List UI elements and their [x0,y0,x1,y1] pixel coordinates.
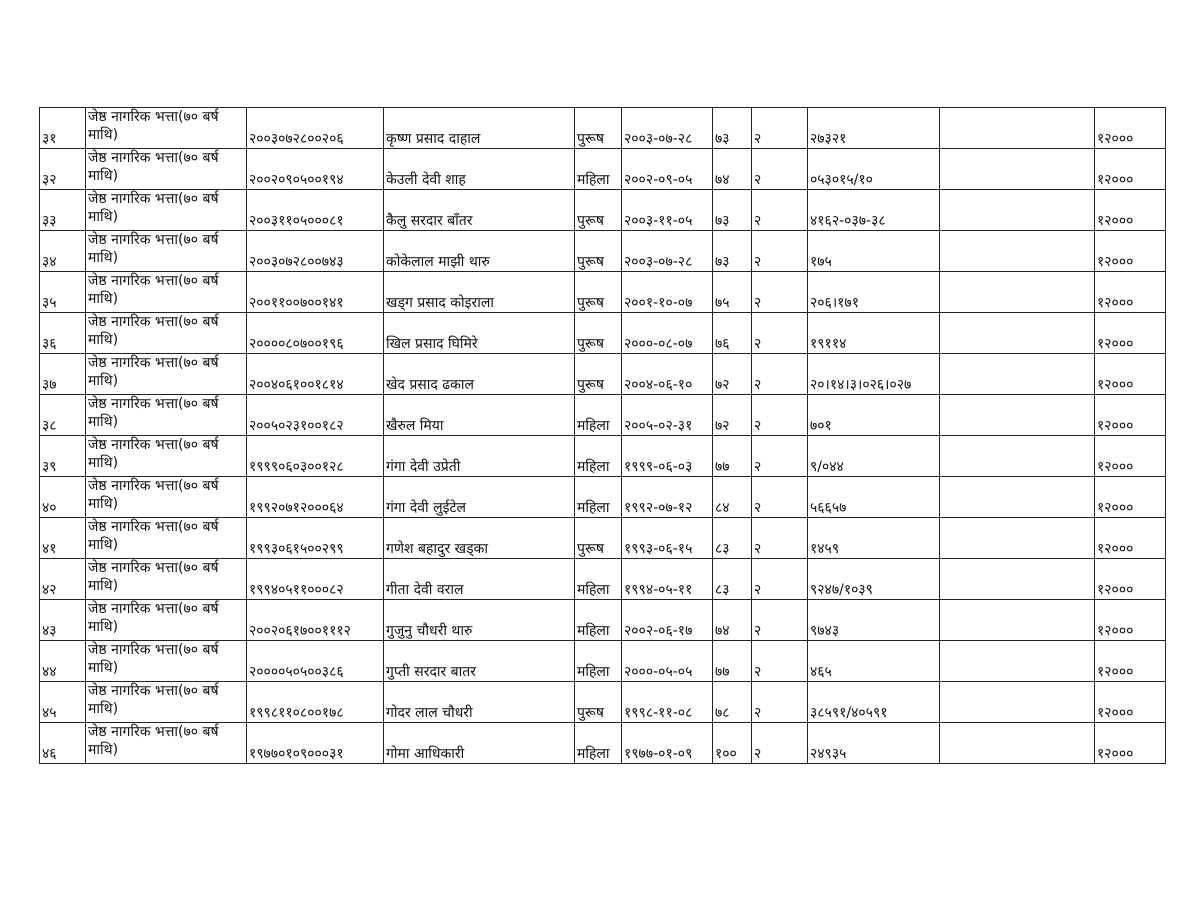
ward-cell: २ [752,149,808,190]
citizenship-number-cell: ३८५९१/४०५९१ [808,682,940,723]
beneficiary-name-cell: गुप्ती सरदार बातर [384,641,575,682]
gender-cell: पुरूष [575,231,622,272]
gender-cell: पुरूष [575,108,622,149]
citizenship-number-cell: ४६५ [808,641,940,682]
ward-cell: २ [752,190,808,231]
remark-cell [940,518,1095,559]
gender-cell: पुरूष [575,682,622,723]
date-of-birth-cell: १९९४-०५-११ [622,559,713,600]
table-row [40,313,1166,354]
citizenship-number-cell: ७०१ [808,395,940,436]
age-cell: ८३ [713,518,752,559]
beneficiary-name-cell: गोदर लाल चौधरी [384,682,575,723]
table-row [40,723,1166,764]
date-of-birth-cell: २००३-११-०५ [622,190,713,231]
amount-cell: १२००० [1095,477,1166,518]
gender-cell: पुरूष [575,190,622,231]
age-cell: ७५ [713,272,752,313]
gender-cell: महिला [575,641,622,682]
beneficiary-id-cell: २००२०६१७००१११२ [247,600,384,641]
age-cell: ८३ [713,559,752,600]
remark-cell [940,559,1095,600]
citizenship-number-cell: २७३२१ [808,108,940,149]
age-cell: ७७ [713,436,752,477]
remark-cell [940,149,1095,190]
table-row [40,395,1166,436]
date-of-birth-cell: २००३-०७-२८ [622,231,713,272]
program-cell: जेष्ठ नागरिक भत्ता(७० बर्ष माथि) [86,231,247,272]
age-cell: ७२ [713,354,752,395]
beneficiary-id-cell: १९९९०६०३००१२८ [247,436,384,477]
beneficiary-name-cell: खेद प्रसाद ढकाल [384,354,575,395]
program-cell: जेष्ठ नागरिक भत्ता(७० बर्ष माथि) [86,641,247,682]
beneficiary-name-cell: गणेश बहादुर खड्का [384,518,575,559]
citizenship-number-cell: १४५९ [808,518,940,559]
serial-number-cell: ३९ [40,436,86,477]
citizenship-number-cell: ९७४३ [808,600,940,641]
amount-cell: १२००० [1095,518,1166,559]
table-row [40,272,1166,313]
ward-cell: २ [752,108,808,149]
citizenship-number-cell: ९/०४४ [808,436,940,477]
age-cell: ७३ [713,190,752,231]
age-cell: ७६ [713,313,752,354]
remark-cell [940,272,1095,313]
table-body [40,108,1166,764]
table-row [40,108,1166,149]
table-row [40,436,1166,477]
age-cell: ७८ [713,682,752,723]
serial-number-cell: ३५ [40,272,86,313]
remark-cell [940,313,1095,354]
date-of-birth-cell: १९७७-०१-०९ [622,723,713,764]
citizenship-number-cell: ९२४७/१०३९ [808,559,940,600]
amount-cell: १२००० [1095,723,1166,764]
amount-cell: १२००० [1095,559,1166,600]
program-cell: जेष्ठ नागरिक भत्ता(७० बर्ष माथि) [86,395,247,436]
amount-cell: १२००० [1095,313,1166,354]
serial-number-cell: ३६ [40,313,86,354]
beneficiary-id-cell: २००३०७२८००७४३ [247,231,384,272]
beneficiary-name-cell: केउली देवी शाह [384,149,575,190]
beneficiary-id-cell: २००३११०५०००८१ [247,190,384,231]
remark-cell [940,190,1095,231]
gender-cell: महिला [575,559,622,600]
ward-cell: २ [752,395,808,436]
serial-number-cell: ४४ [40,641,86,682]
program-cell: जेष्ठ नागरिक भत्ता(७० बर्ष माथि) [86,108,247,149]
amount-cell: १२००० [1095,641,1166,682]
beneficiary-name-cell: खड्ग प्रसाद कोइराला [384,272,575,313]
ward-cell: २ [752,682,808,723]
date-of-birth-cell: २०००-०५-०५ [622,641,713,682]
age-cell: ७३ [713,108,752,149]
age-cell: ८४ [713,477,752,518]
remark-cell [940,354,1095,395]
program-cell: जेष्ठ नागरिक भत्ता(७० बर्ष माथि) [86,354,247,395]
beneficiary-id-cell: २००००५०५००३८६ [247,641,384,682]
age-cell: ७७ [713,641,752,682]
beneficiary-name-cell: गोमा आधिकारी [384,723,575,764]
date-of-birth-cell: १९९८-११-०८ [622,682,713,723]
serial-number-cell: ३४ [40,231,86,272]
date-of-birth-cell: २००३-०७-२८ [622,108,713,149]
ward-cell: २ [752,600,808,641]
remark-cell [940,436,1095,477]
amount-cell: १२००० [1095,436,1166,477]
table-row [40,231,1166,272]
ward-cell: २ [752,354,808,395]
beneficiary-name-cell: खिल प्रसाद घिमिरे [384,313,575,354]
program-cell: जेष्ठ नागरिक भत्ता(७० बर्ष माथि) [86,149,247,190]
ward-cell: २ [752,641,808,682]
remark-cell [940,395,1095,436]
beneficiary-id-cell: १९९३०६१५००२९९ [247,518,384,559]
date-of-birth-cell: २००१-१०-०७ [622,272,713,313]
beneficiary-name-cell: गंगा देवी लुईटेल [384,477,575,518]
age-cell: ७४ [713,149,752,190]
serial-number-cell: ३८ [40,395,86,436]
remark-cell [940,641,1095,682]
amount-cell: १२००० [1095,682,1166,723]
remark-cell [940,600,1095,641]
beneficiary-id-cell: २००४०६१००१८१४ [247,354,384,395]
age-cell: ७३ [713,231,752,272]
ward-cell: २ [752,559,808,600]
gender-cell: पुरूष [575,313,622,354]
table-row [40,190,1166,231]
serial-number-cell: ४६ [40,723,86,764]
date-of-birth-cell: २००४-०६-१० [622,354,713,395]
program-cell: जेष्ठ नागरिक भत्ता(७० बर्ष माथि) [86,723,247,764]
beneficiary-name-cell: कैलु सरदार बाँतर [384,190,575,231]
ward-cell: २ [752,723,808,764]
age-cell: १०० [713,723,752,764]
date-of-birth-cell: २००२-०९-०५ [622,149,713,190]
serial-number-cell: ४१ [40,518,86,559]
beneficiary-table [39,107,1166,764]
remark-cell [940,723,1095,764]
program-cell: जेष्ठ नागरिक भत्ता(७० बर्ष माथि) [86,477,247,518]
table-row [40,477,1166,518]
date-of-birth-cell: १९९३-०६-१५ [622,518,713,559]
date-of-birth-cell: २०००-०८-०७ [622,313,713,354]
program-cell: जेष्ठ नागरिक भत्ता(७० बर्ष माथि) [86,559,247,600]
beneficiary-id-cell: १९९२०७१२०००६४ [247,477,384,518]
amount-cell: १२००० [1095,231,1166,272]
serial-number-cell: ३३ [40,190,86,231]
date-of-birth-cell: १९९९-०६-०३ [622,436,713,477]
gender-cell: पुरूष [575,518,622,559]
table-row [40,641,1166,682]
amount-cell: १२००० [1095,395,1166,436]
beneficiary-name-cell: खैरुल मिया [384,395,575,436]
citizenship-number-cell: २४९३५ [808,723,940,764]
amount-cell: १२००० [1095,354,1166,395]
age-cell: ७२ [713,395,752,436]
ward-cell: २ [752,313,808,354]
program-cell: जेष्ठ नागरिक भत्ता(७० बर्ष माथि) [86,190,247,231]
beneficiary-name-cell: गीता देवी वराल [384,559,575,600]
table-row [40,682,1166,723]
program-cell: जेष्ठ नागरिक भत्ता(७० बर्ष माथि) [86,600,247,641]
table-row [40,354,1166,395]
ward-cell: २ [752,518,808,559]
gender-cell: महिला [575,723,622,764]
serial-number-cell: ४५ [40,682,86,723]
program-cell: जेष्ठ नागरिक भत्ता(७० बर्ष माथि) [86,436,247,477]
program-cell: जेष्ठ नागरिक भत्ता(७० बर्ष माथि) [86,313,247,354]
amount-cell: १२००० [1095,272,1166,313]
beneficiary-name-cell: कोकेलाल माझी थारु [384,231,575,272]
remark-cell [940,108,1095,149]
citizenship-number-cell: २०।१४।३।०२६।०२७ [808,354,940,395]
amount-cell: १२००० [1095,149,1166,190]
serial-number-cell: ४० [40,477,86,518]
beneficiary-id-cell: २००३०७२८००२०६ [247,108,384,149]
ward-cell: २ [752,477,808,518]
gender-cell: पुरूष [575,272,622,313]
citizenship-number-cell: १७५ [808,231,940,272]
citizenship-number-cell: ५६६५७ [808,477,940,518]
ward-cell: २ [752,231,808,272]
beneficiary-list-sheet [39,107,1165,764]
beneficiary-name-cell: गंगा देवी उप्रेती [384,436,575,477]
date-of-birth-cell: १९९२-०७-१२ [622,477,713,518]
remark-cell [940,477,1095,518]
ward-cell: २ [752,436,808,477]
serial-number-cell: ३२ [40,149,86,190]
table-row [40,518,1166,559]
beneficiary-id-cell: १९७७०१०९०००३१ [247,723,384,764]
age-cell: ७४ [713,600,752,641]
serial-number-cell: ३७ [40,354,86,395]
program-cell: जेष्ठ नागरिक भत्ता(७० बर्ष माथि) [86,518,247,559]
table-row [40,149,1166,190]
citizenship-number-cell: १९११४ [808,313,940,354]
serial-number-cell: ४३ [40,600,86,641]
amount-cell: १२००० [1095,190,1166,231]
gender-cell: पुरूष [575,354,622,395]
citizenship-number-cell: ०५३०१५/१० [808,149,940,190]
beneficiary-id-cell: २००५०२३१००१८२ [247,395,384,436]
amount-cell: १२००० [1095,108,1166,149]
beneficiary-name-cell: गुजुनु चौधरी थारु [384,600,575,641]
beneficiary-id-cell: २००००८०७००१९६ [247,313,384,354]
citizenship-number-cell: २०६।१७१ [808,272,940,313]
beneficiary-id-cell: २००११००७००१४१ [247,272,384,313]
gender-cell: महिला [575,477,622,518]
amount-cell: १२००० [1095,600,1166,641]
gender-cell: महिला [575,436,622,477]
gender-cell: महिला [575,600,622,641]
serial-number-cell: ३१ [40,108,86,149]
ward-cell: २ [752,272,808,313]
gender-cell: महिला [575,149,622,190]
program-cell: जेष्ठ नागरिक भत्ता(७० बर्ष माथि) [86,682,247,723]
beneficiary-id-cell: १९९८११०८००१७८ [247,682,384,723]
date-of-birth-cell: २००५-०२-३१ [622,395,713,436]
table-row [40,600,1166,641]
beneficiary-name-cell: कृष्ण प्रसाद दाहाल [384,108,575,149]
program-cell: जेष्ठ नागरिक भत्ता(७० बर्ष माथि) [86,272,247,313]
date-of-birth-cell: २००२-०६-१७ [622,600,713,641]
citizenship-number-cell: ४१६२-०३७-३८ [808,190,940,231]
beneficiary-id-cell: १९९४०५११०००८२ [247,559,384,600]
remark-cell [940,231,1095,272]
serial-number-cell: ४२ [40,559,86,600]
table-row [40,559,1166,600]
beneficiary-id-cell: २००२०९०५००१९४ [247,149,384,190]
remark-cell [940,682,1095,723]
gender-cell: महिला [575,395,622,436]
